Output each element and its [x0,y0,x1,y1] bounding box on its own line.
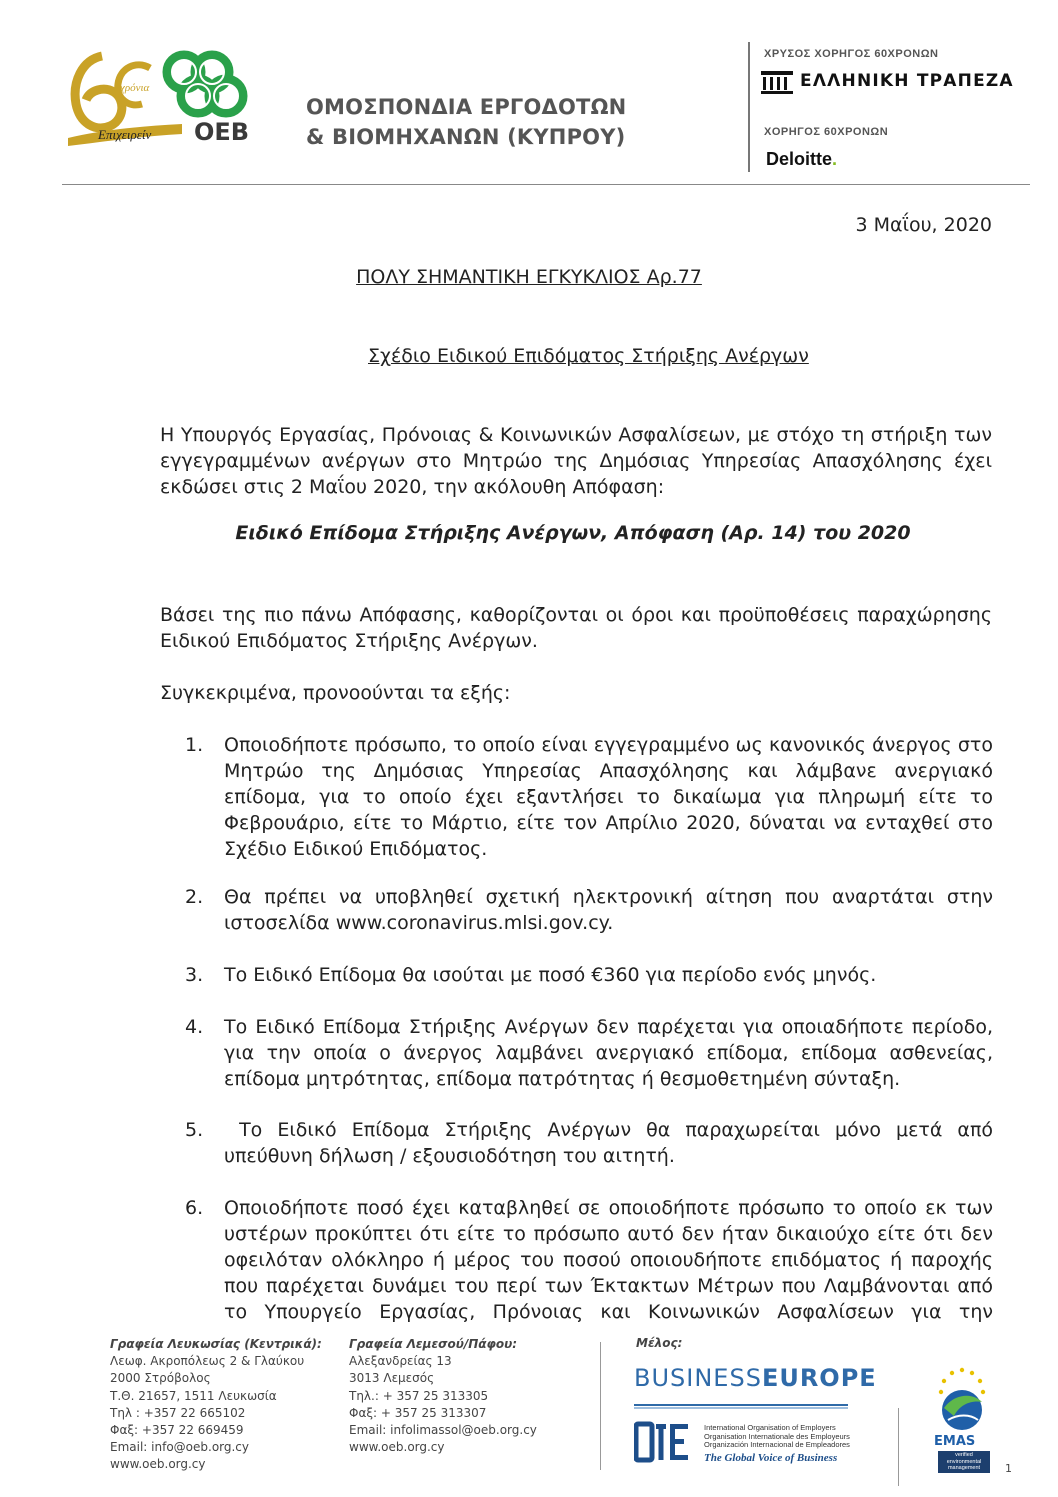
logo-tagline: Επιχειρείν [98,127,152,142]
businesseurope-logo-part2: EUROPE [761,1364,877,1392]
limassol-website[interactable]: www.oeb.org.cy [349,1440,445,1455]
footer-limassol-office [349,1336,537,1456]
organization-name-line2: & ΒΙΟΜΗΧΑΝΩΝ (ΚΥΠΡΟΥ) [306,125,626,149]
list-item-text: Το Ειδικό Επίδομα θα ισούται με ποσό €360 για περίοδο ενός μηνός. [224,964,877,986]
emas-caption-line: environmental [946,1458,982,1465]
list-item-text: Οποιοδήποτε ποσό έχει καταβληθεί σε οποιοδήποτε πρόσωπο το οποίο εκ των υστέρων προκύπτει ότι είτε το πρόσωπο αυτό δεν ήταν δικαιούχο είτε ότι δεν οφειλόταν ολόκληρο ή μέρος του ποσού οποιουδήποτε επιδόματος ή παροχής που παρέχεται δυνάμει του περί των Έκτακτων Μέτρων που Λαμβάνονται από το Υπουργείο Εργασίας, Πρόνοιας και Κοινωνικών Ασφαλίσεων για την [224,1197,993,1323]
emas-caption [938,1451,990,1473]
list-item-number: 1. [185,734,204,756]
intro-line: Η Υπουργός Εργασίας, Πρόνοιας & Κοινωνικών Ασφαλίσεων, με στόχο τη στήριξη των [160,424,992,446]
sponsor-logo [766,149,837,170]
intro-paragraph [160,422,992,500]
organization-name [306,92,626,152]
emas-logo [930,1364,994,1474]
basis-line: Ειδικού Επιδόματος Στήριξης Ανέργων. [160,630,538,652]
ioe-logo-icon [634,1420,690,1464]
footer-divider [898,1408,899,1486]
document-date: 3 Μαΐου, 2020 [855,214,992,236]
list-item-number: 2. [185,886,204,908]
basis-paragraph [160,602,992,654]
nicosia-address-line: Τ.Θ. 21657, 1511 Λευκωσία [110,1388,277,1403]
list-item [185,1195,993,1327]
ioe-slogan: The Global Voice of Business [704,1452,838,1464]
list-item-number: 3. [185,964,204,986]
list-item-number: 6. [185,1197,204,1219]
limassol-address-line: 3013 Λεμεσός [349,1371,435,1386]
nicosia-address-line: Λεωφ. Ακροπόλεως 2 & Γλαύκου [110,1354,305,1369]
list-item [185,1117,1000,1169]
list-item-text: Το Ειδικό Επίδομα Στήριξης Ανέργων θα παραχωρείται μόνο μετά από υπεύθυνη δήλωση / εξουσιοδότηση του αιτητή. [224,1119,1000,1167]
nicosia-phone: Τηλ : +357 22 665102 [110,1405,246,1420]
page-number: 1 [1005,1462,1012,1475]
list-item [185,1014,993,1092]
limassol-fax: Φαξ: + 357 25 313307 [349,1405,487,1420]
basis-line: Βάσει της πιο πάνω Απόφασης, καθορίζονται οι όροι και προϋποθέσεις παραχώρησης [160,604,992,626]
oeb-60-years-logo [62,38,272,156]
limassol-address-line: Αλεξανδρείας 13 [349,1354,452,1369]
footer-divider [600,1342,601,1470]
list-item-number: 5. [185,1119,204,1141]
emas-caption-line: management [947,1465,981,1471]
list-item [185,962,993,988]
ioe-name-line: Organización Internacional de Empleadores [704,1440,850,1449]
list-item-number: 4. [185,1016,204,1038]
nicosia-fax: Φαξ: +357 22 669459 [110,1423,244,1438]
nicosia-address-line: 2000 Στρόβολος [110,1371,211,1386]
ioe-name-line: Organisation Internationale des Employeurs [704,1431,850,1441]
nicosia-website[interactable]: www.oeb.org.cy [110,1457,206,1472]
list-item [185,732,993,862]
footer-nicosia-office [110,1336,322,1474]
gold-sponsor-label: ΧΡΥΣΟΣ ΧΟΡΗΓΟΣ 60ΧΡΟΝΩΝ [764,48,939,60]
intro-line: εκδώσει στις 2 Μαΐου 2020, την ακόλουθη Απόφαση: [160,476,665,498]
limassol-phone: Τηλ.: + 357 25 313305 [349,1388,489,1403]
logo-years-word: χρόνια [120,82,150,94]
sponsor-name: Deloitte [766,149,833,169]
limassol-email[interactable]: Email: infolimassol@oeb.org.cy [349,1423,537,1438]
emas-caption-line: verified [955,1452,973,1458]
member-label: Μέλος: [636,1336,683,1350]
ioe-names [704,1424,850,1450]
nicosia-heading: Γραφεία Λευκωσίας (Κεντρικά): [110,1337,322,1351]
sponsor-dot: . [832,149,838,169]
businesseurope-logo [634,1364,877,1392]
gold-sponsor-name: ΕΛΛΗΝΙΚΗ ΤΡΑΠΕΖΑ [800,71,1014,91]
businesseurope-stripes [634,1395,848,1401]
logo-acronym: OEB [194,118,250,146]
header-rule [62,184,1030,185]
list-item-text: Θα πρέπει να υποβληθεί σχετική ηλεκτρονική αίτηση που αναρτάται στην ιστοσελίδα www.coronavirus.mlsi.gov.cy. [224,886,993,934]
list-item-text: Το Ειδικό Επίδομα Στήριξης Ανέργων δεν παρέχεται για οποιαδήποτε περίοδο, για την οποία ο άνεργος λαμβάνει ανεργιακό επίδομα, επίδομα ασθενείας, επίδομα μητρότητας, επίδομα πατρότητας ή θεσμοθετημένη σύνταξη. [224,1016,993,1090]
circular-title: ΠΟΛΥ ΣΗΜΑΝΤΙΚΗ ΕΓΚΥΚΛΙΟΣ Αρ.77 [356,266,702,288]
sponsor-divider [748,42,750,172]
specifically-paragraph: Συγκεκριμένα, προνοούνται τα εξής: [160,682,511,704]
limassol-heading: Γραφεία Λεμεσού/Πάφου: [349,1337,518,1351]
businesseurope-logo-part1: BUSINESS [634,1364,762,1392]
nicosia-email[interactable]: Email: info@oeb.org.cy [110,1440,250,1455]
ioe-name-line: International Organisation of Employers [704,1423,836,1432]
bank-logo-icon [760,70,794,94]
intro-line: εγγεγραμμένων ανέργων στο Μητρώο της Δημόσιας Υπηρεσίας Απασχόλησης έχει [160,450,992,472]
decision-title: Ειδικό Επίδομα Στήριξης Ανέργων, Απόφαση (Αρ. 14) του 2020 [235,522,911,544]
organization-name-line1: ΟΜΟΣΠΟΝΔΙΑ ΕΡΓΟΔΟΤΩΝ [306,95,627,119]
sponsor-label: ΧΟΡΗΓΟΣ 60ΧΡΟΝΩΝ [764,126,889,138]
document-subject: Σχέδιο Ειδικού Επιδόματος Στήριξης Ανέργων [368,345,809,367]
list-item-text: Οποιοδήποτε πρόσωπο, το οποίο είναι εγγεγραμμένο ως κανονικός άνεργος στο Μητρώο της Δημόσιας Υπηρεσίας Απασχόλησης και λάμβανε ανεργιακό επίδομα, για το οποίο έχει εξαντλήσει το δικαίωμα για πληρωμή είτε το Φεβρουάριο, είτε το Μάρτιο, είτε τον Απρίλιο 2020, δύναται να ενταχθεί στο Σχέδιο Ειδικού Επιδόματος. [224,734,993,860]
list-item [185,884,993,936]
emas-label: EMAS [934,1434,976,1449]
emas-emblem-icon [930,1364,994,1434]
